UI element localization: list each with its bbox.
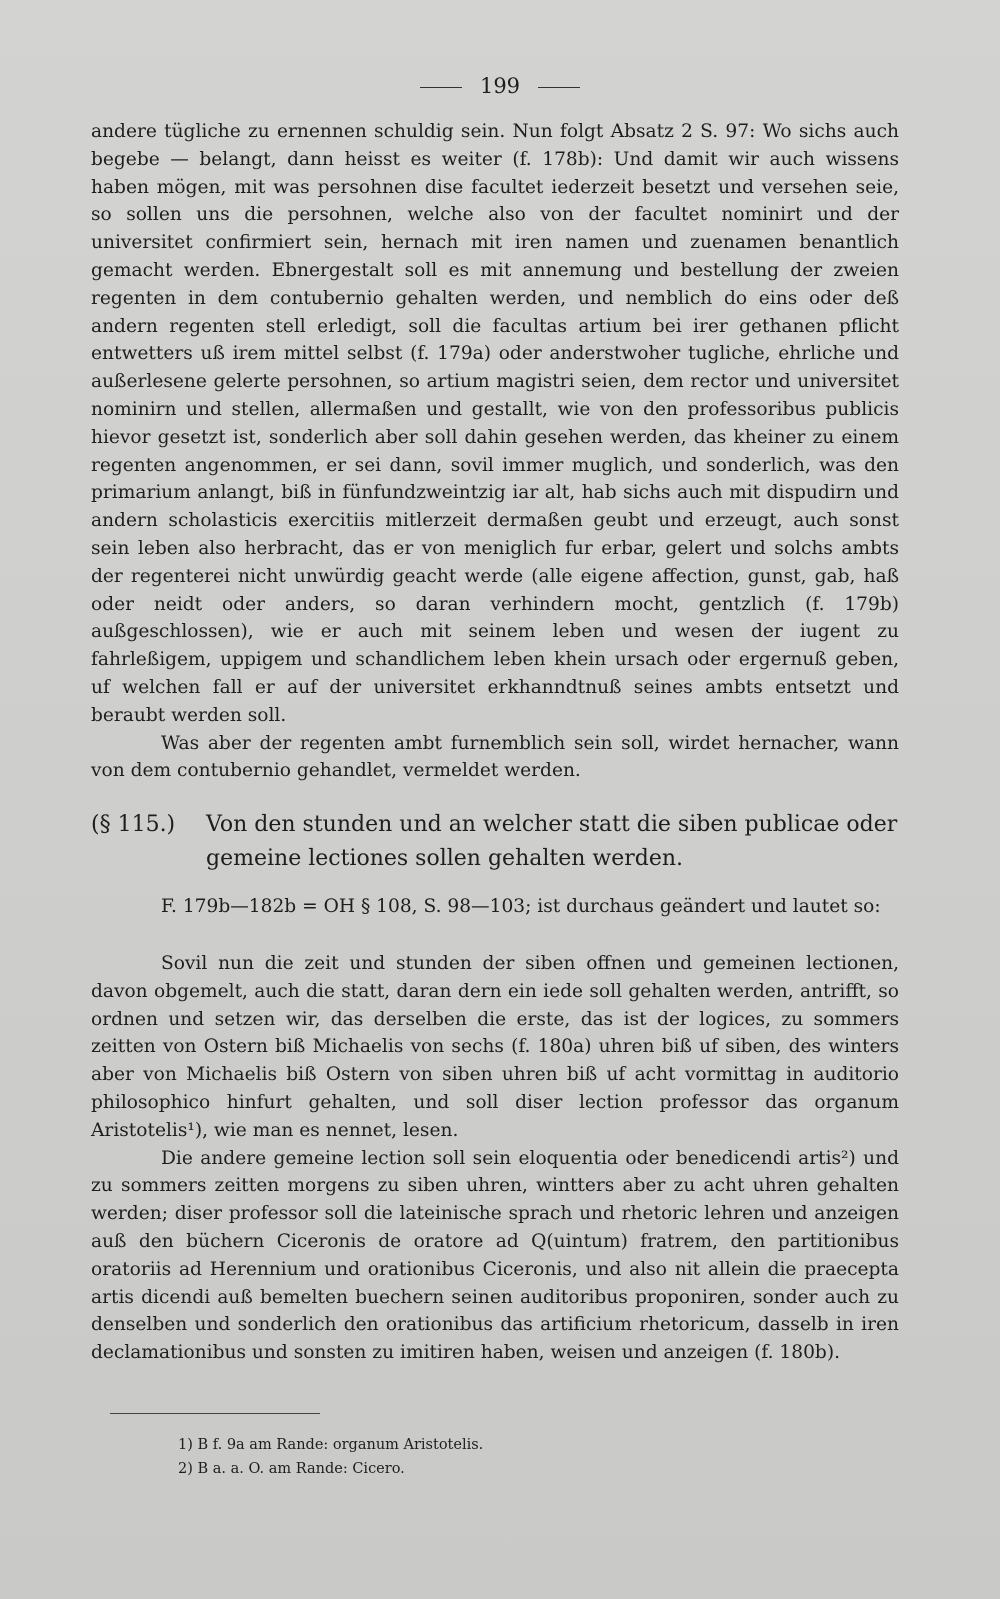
editorial-note: F. 179b—182b = OH § 108, S. 98—103; ist durchaus geändert und lautet so: [161,896,881,917]
footnote: 2) B a. a. O. am Rande: Cicero. [178,1461,405,1477]
paragraph: Die andere gemeine lection soll sein eloquentia oder benedicendi artis²) und zu sommers zeitten morgens zu siben uhren, wintters aber zu acht uhren gehalten werden; diser professor soll die lateinische sprach und rhetoric lehren und anzeigen auß den büchern Ciceronis de oratore ad Q(uintum) fratrem, den partitionibus oratoriis ad Herennium und orationibus Ciceronis, und also nit allein die praecepta artis dicendi auß bemelten buechern seinen auditoribus proponiren, sonder auch zu denselben und sonderlich den orationibus das artificium rhetoricum, dasselb in iren declamationibus und sonsten zu imitiren haben, weisen und anzeigen (f. 180b). [91,1147,899,1364]
section-number: (§ 115.) [91,812,176,837]
footnote-rule [110,1413,320,1414]
paragraph: Was aber der regenten ambt furnemblich sein soll, wirdet hernacher, wann von dem contubernio gehandlet, vermeldet werden. [91,732,899,782]
page-number-dash-left [420,87,462,88]
footnote: 1) B f. 9a am Rande: organum Aristotelis. [178,1437,484,1453]
paragraph: andere tügliche zu ernennen schuldig sein. Nun folgt Absatz 2 S. 97: Wo sichs auch begebe — belangt, dann heisst es weiter (f. 178b): Und damit wir auch wissens haben mögen, mit was persohnen dise facultet iederzeit besetzt und versehen seie, so sollen uns die persohnen, welche also von der facultet nominirt und der universitet confirmiert sein, hernach mit iren namen und zuenamen benantlich gemacht werden. Ebnergestalt soll es mit annemung und bestellung der zweien regenten in dem contubernio gehalten werden, und nemblich do eins oder deß andern regenten stell erledigt, soll die facultas artium bei irer gethanen pflicht entwetters uß irem mittel selbst (f. 179a) oder anderstwoher tugliche, ehrliche und außerlesene gelerte persohnen, so artium magistri seien, dem rector und universitet nominirn und stellen, allermaßen und gestallt, wie von den professoribus publicis hievor gesetzt ist, sonderlich aber soll dahin gesehen werden, das kheiner zu einem regenten angenommen, er sei dann, sovil immer muglich, und sonderlich, was den primarium anlangt, biß in fünfundzweintzig iar alt, hab sichs auch mit dispudirn und andern scholasticis exercitiis mitlerzeit dermaßen geubt und erzeugt, auch sonst sein leben also herbracht, das er von meniglich fur erbar, gelert und solchs ambts der regenterei nicht unwürdig geacht werde (alle eigene affection, gunst, gab, haß oder neidt oder anders, so daran verhindern mocht, gentzlich (f. 179b) außgeschlossen), wie er auch mit seinem leben und wesen der iugent zu fahrleßigem, uppigem und schandlichem leben khein ursach oder ergernuß geben, uf welchen fall er auf der universitet erkhanndtnuß seines ambts entsetzt und beraubt werden soll. [91,121,899,726]
bottom-text-block [91,950,899,1367]
page-number: 199 [479,74,521,98]
top-text-block [91,118,899,785]
section-heading [91,808,901,876]
section-title: Von den stunden und an welcher statt die siben publicae oder gemeine lectiones sollen gehalten werden. [206,812,898,871]
paragraph: Sovil nun die zeit und stunden der siben offnen und gemeinen lectionen, davon obgemelt, auch die statt, daran dern ein iede soll gehalten werden, antrifft, so ordnen und setzen wir, das derselben die erste, das ist der logices, zu sommers zeitten von Ostern biß Michaelis von sechs (f. 180a) uhren biß uf siben, des winters aber von Michaelis biß Ostern von siben uhren biß uf acht vormittag in auditorio philosophico hinfurt gehalten, und soll diser lection professor das organum Aristotelis¹), wie man es nennet, lesen. [91,953,899,1141]
page-number-line [0,74,1000,98]
page-number-dash-right [538,87,580,88]
